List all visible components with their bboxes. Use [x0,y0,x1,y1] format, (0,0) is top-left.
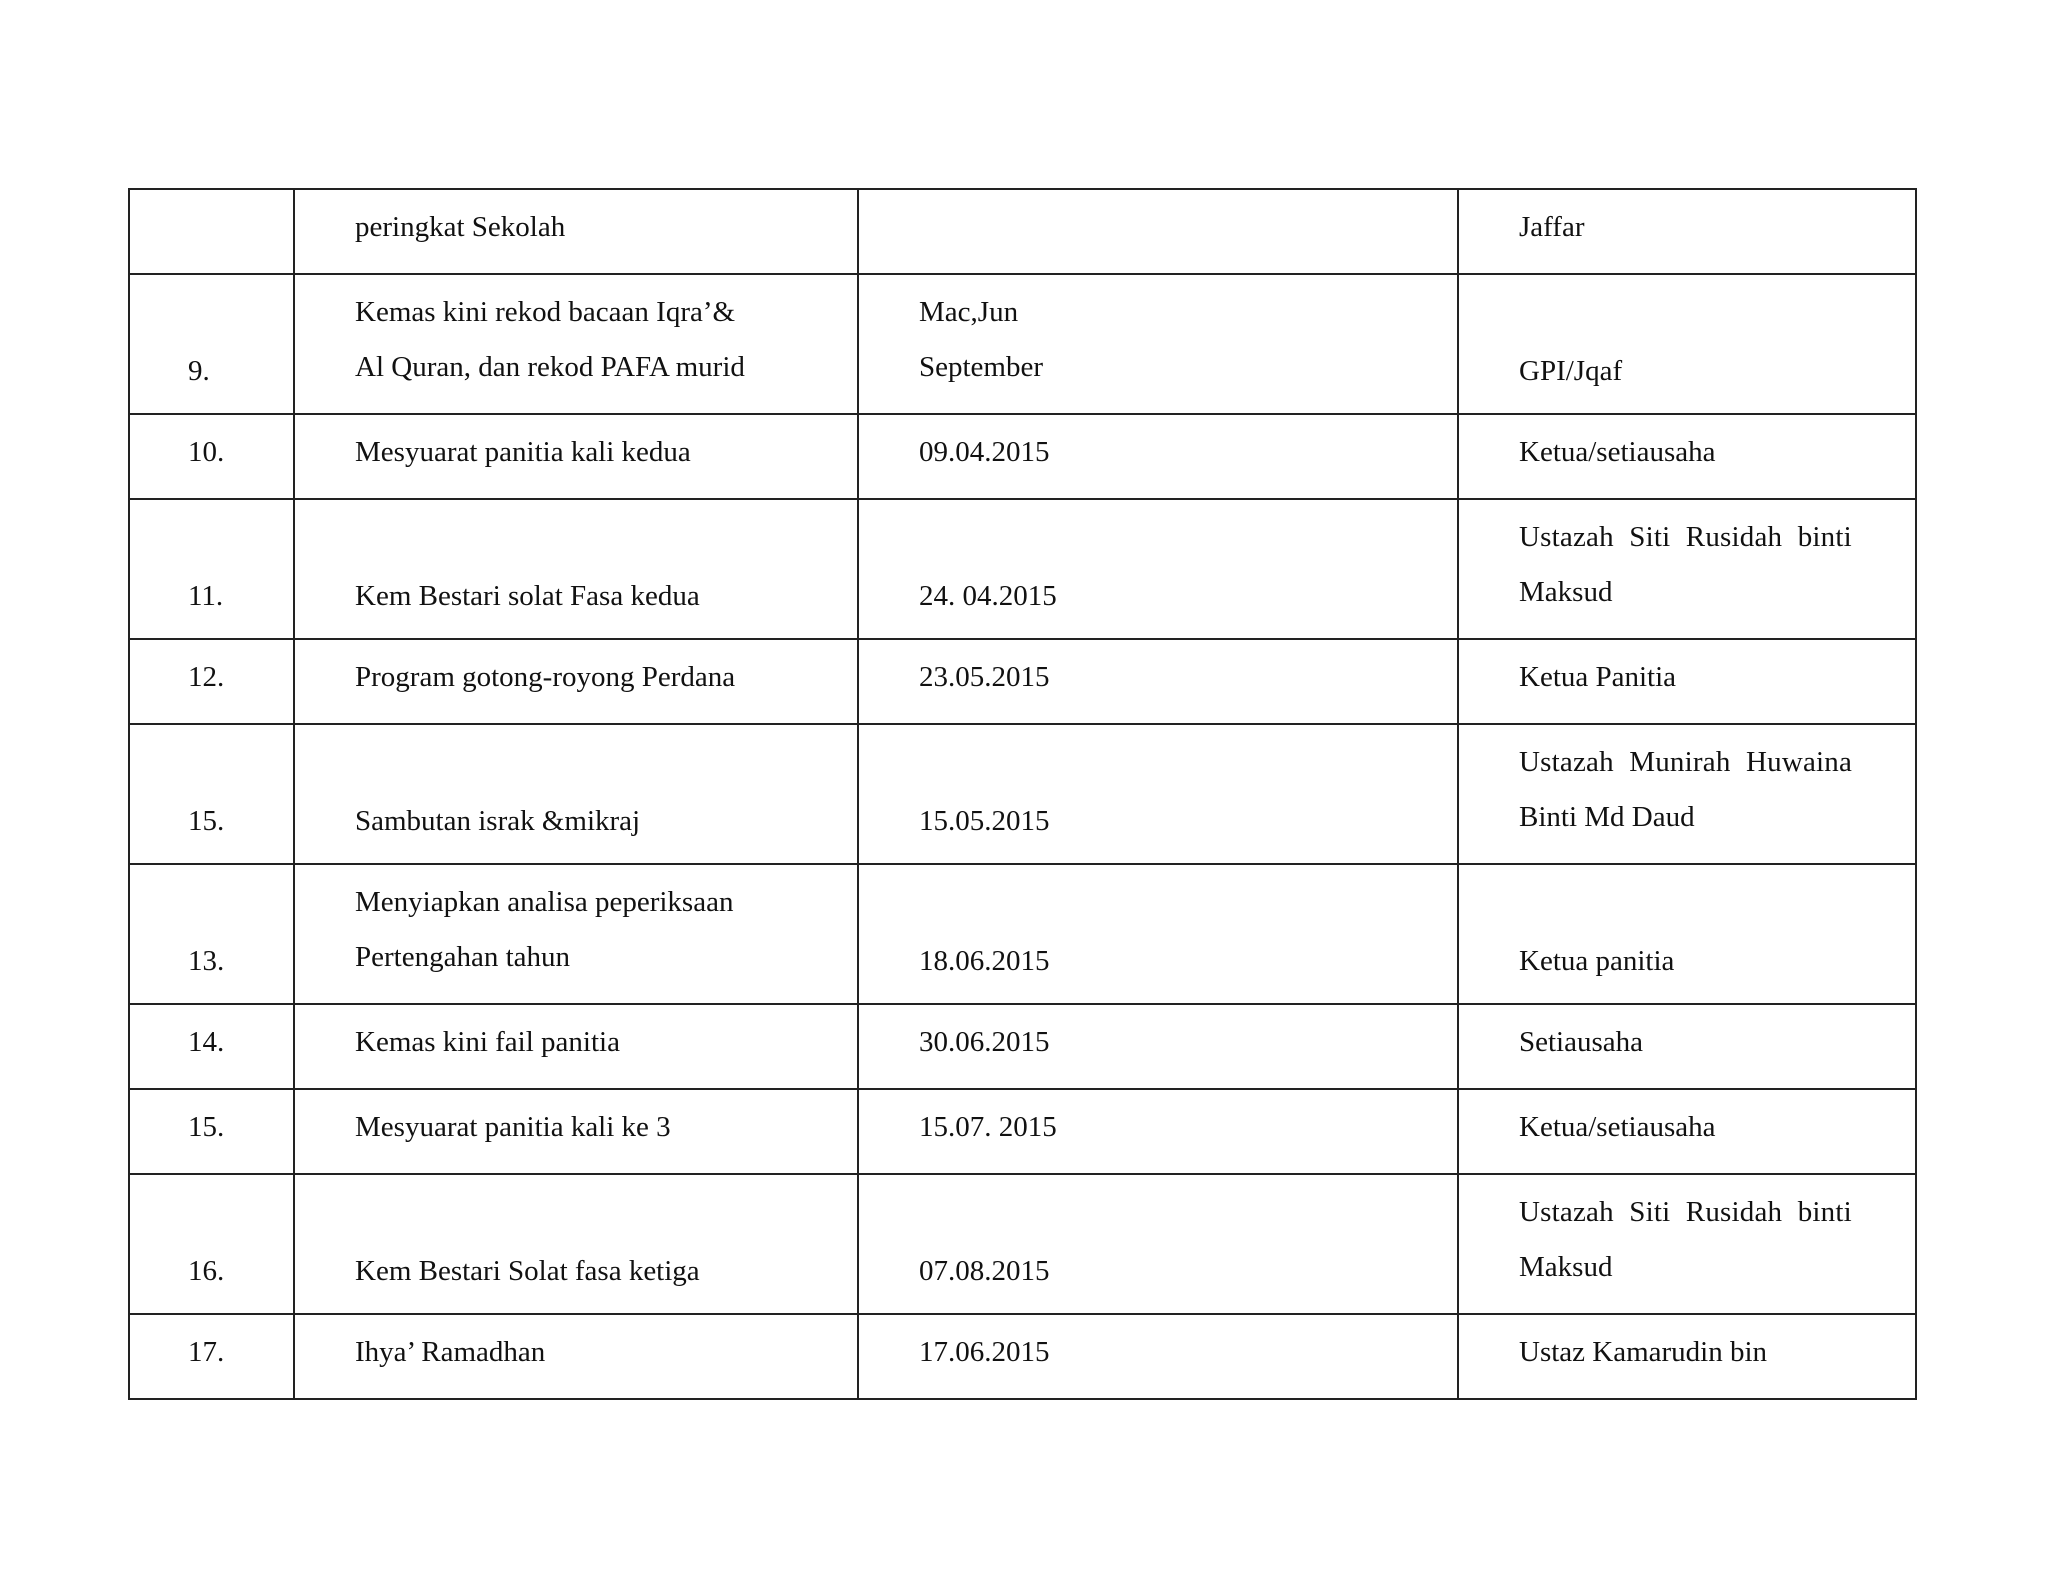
date-cell [858,639,1458,724]
date-cell-line: 30.06.2015 [919,1026,1050,1058]
responsible-cell-line: GPI/Jqaf [1519,355,1623,387]
activity-cell-line: Kemas kini rekod bacaan Iqra’& [355,296,736,328]
responsible-cell-line: Ustaz Kamarudin bin [1519,1336,1768,1368]
date-cell-line: Mac,Jun [919,296,1019,328]
row-number: 10. [188,436,225,468]
responsible-cell-line: Ustazah Siti Rusidah binti [1519,521,1852,553]
responsible-cell [1458,189,1916,274]
date-cell-line: 09.04.2015 [919,436,1050,468]
activity-cell [294,1174,858,1314]
responsible-cell [1458,639,1916,724]
row-number-cell [129,639,294,724]
activity-cell-line: peringkat Sekolah [355,211,566,243]
activity-cell-line: Program gotong-royong Perdana [355,661,736,693]
row-number-cell [129,1174,294,1314]
row-number: 15. [188,1111,225,1143]
date-cell [858,499,1458,639]
activity-cell-line: Kem Bestari solat Fasa kedua [355,580,700,612]
table-row [129,1089,1916,1174]
activity-cell-line: Sambutan israk &mikraj [355,805,641,837]
responsible-cell-line: Binti Md Daud [1519,801,1695,833]
activity-cell [294,414,858,499]
activity-cell-line: Al Quran, dan rekod PAFA murid [355,351,745,383]
activity-cell-line: Pertengahan tahun [355,941,571,973]
table-row [129,864,1916,1004]
activity-cell [294,724,858,864]
table-row [129,724,1916,864]
date-cell-line: 23.05.2015 [919,661,1050,693]
row-number: 14. [188,1026,225,1058]
date-cell-line: 07.08.2015 [919,1255,1050,1287]
row-number: 16. [188,1255,225,1287]
row-number-cell [129,864,294,1004]
activity-cell [294,1004,858,1089]
row-number-cell [129,189,294,274]
activity-cell [294,189,858,274]
responsible-cell-line: Ketua/setiausaha [1519,1111,1716,1143]
row-number-cell [129,1089,294,1174]
responsible-cell [1458,1314,1916,1399]
date-cell [858,1004,1458,1089]
date-cell [858,189,1458,274]
table-row [129,1174,1916,1314]
activity-cell [294,274,858,414]
responsible-cell-line: Ketua Panitia [1519,661,1677,693]
responsible-cell [1458,414,1916,499]
responsible-cell-line: Ketua/setiausaha [1519,436,1716,468]
table-body [129,189,1916,1399]
responsible-cell-line: Maksud [1519,1251,1613,1283]
responsible-cell [1458,724,1916,864]
responsible-cell-line: Setiausaha [1519,1026,1644,1058]
row-number: 11. [188,580,224,612]
activity-cell-line: Kem Bestari Solat fasa ketiga [355,1255,700,1287]
activity-cell-line: Mesyuarat panitia kali ke 3 [355,1111,671,1143]
activity-cell [294,499,858,639]
row-number-cell [129,724,294,864]
responsible-cell [1458,864,1916,1004]
activity-cell [294,639,858,724]
activity-cell-line: Kemas kini fail panitia [355,1026,620,1058]
date-cell-line: 15.05.2015 [919,805,1050,837]
responsible-cell [1458,1089,1916,1174]
responsible-cell [1458,1004,1916,1089]
date-cell [858,1314,1458,1399]
responsible-cell [1458,499,1916,639]
activity-cell [294,1314,858,1399]
activity-cell [294,864,858,1004]
row-number-cell [129,1004,294,1089]
date-cell-line: 17.06.2015 [919,1336,1050,1368]
table-row [129,189,1916,274]
row-number-cell [129,499,294,639]
table-row [129,639,1916,724]
date-cell [858,414,1458,499]
date-cell [858,1174,1458,1314]
row-number-cell [129,274,294,414]
date-cell-line: 18.06.2015 [919,945,1050,977]
date-cell [858,864,1458,1004]
row-number: 15. [188,805,225,837]
responsible-cell-line: Ustazah Siti Rusidah binti [1519,1196,1852,1228]
row-number: 13. [188,945,225,977]
row-number: 17. [188,1336,225,1368]
activity-cell-line: Mesyuarat panitia kali kedua [355,436,691,468]
activity-cell [294,1089,858,1174]
responsible-cell-line: Jaffar [1519,211,1585,243]
activity-table [128,188,1917,1400]
row-number: 9. [188,355,210,387]
table-row [129,1314,1916,1399]
responsible-cell-line: Ketua panitia [1519,945,1675,977]
table-row [129,274,1916,414]
row-number: 12. [188,661,225,693]
responsible-cell-line: Ustazah Munirah Huwaina [1519,746,1853,778]
row-number-cell [129,414,294,499]
date-cell-line: September [919,351,1044,383]
activity-cell-line: Ihya’ Ramadhan [355,1336,546,1368]
date-cell [858,1089,1458,1174]
row-number-cell [129,1314,294,1399]
responsible-cell-line: Maksud [1519,576,1613,608]
table-row [129,414,1916,499]
date-cell-line: 15.07. 2015 [919,1111,1057,1143]
date-cell-line: 24. 04.2015 [919,580,1057,612]
table-row [129,1004,1916,1089]
responsible-cell [1458,1174,1916,1314]
date-cell [858,274,1458,414]
date-cell [858,724,1458,864]
responsible-cell [1458,274,1916,414]
table-row [129,499,1916,639]
activity-cell-line: Menyiapkan analisa peperiksaan [355,886,734,918]
